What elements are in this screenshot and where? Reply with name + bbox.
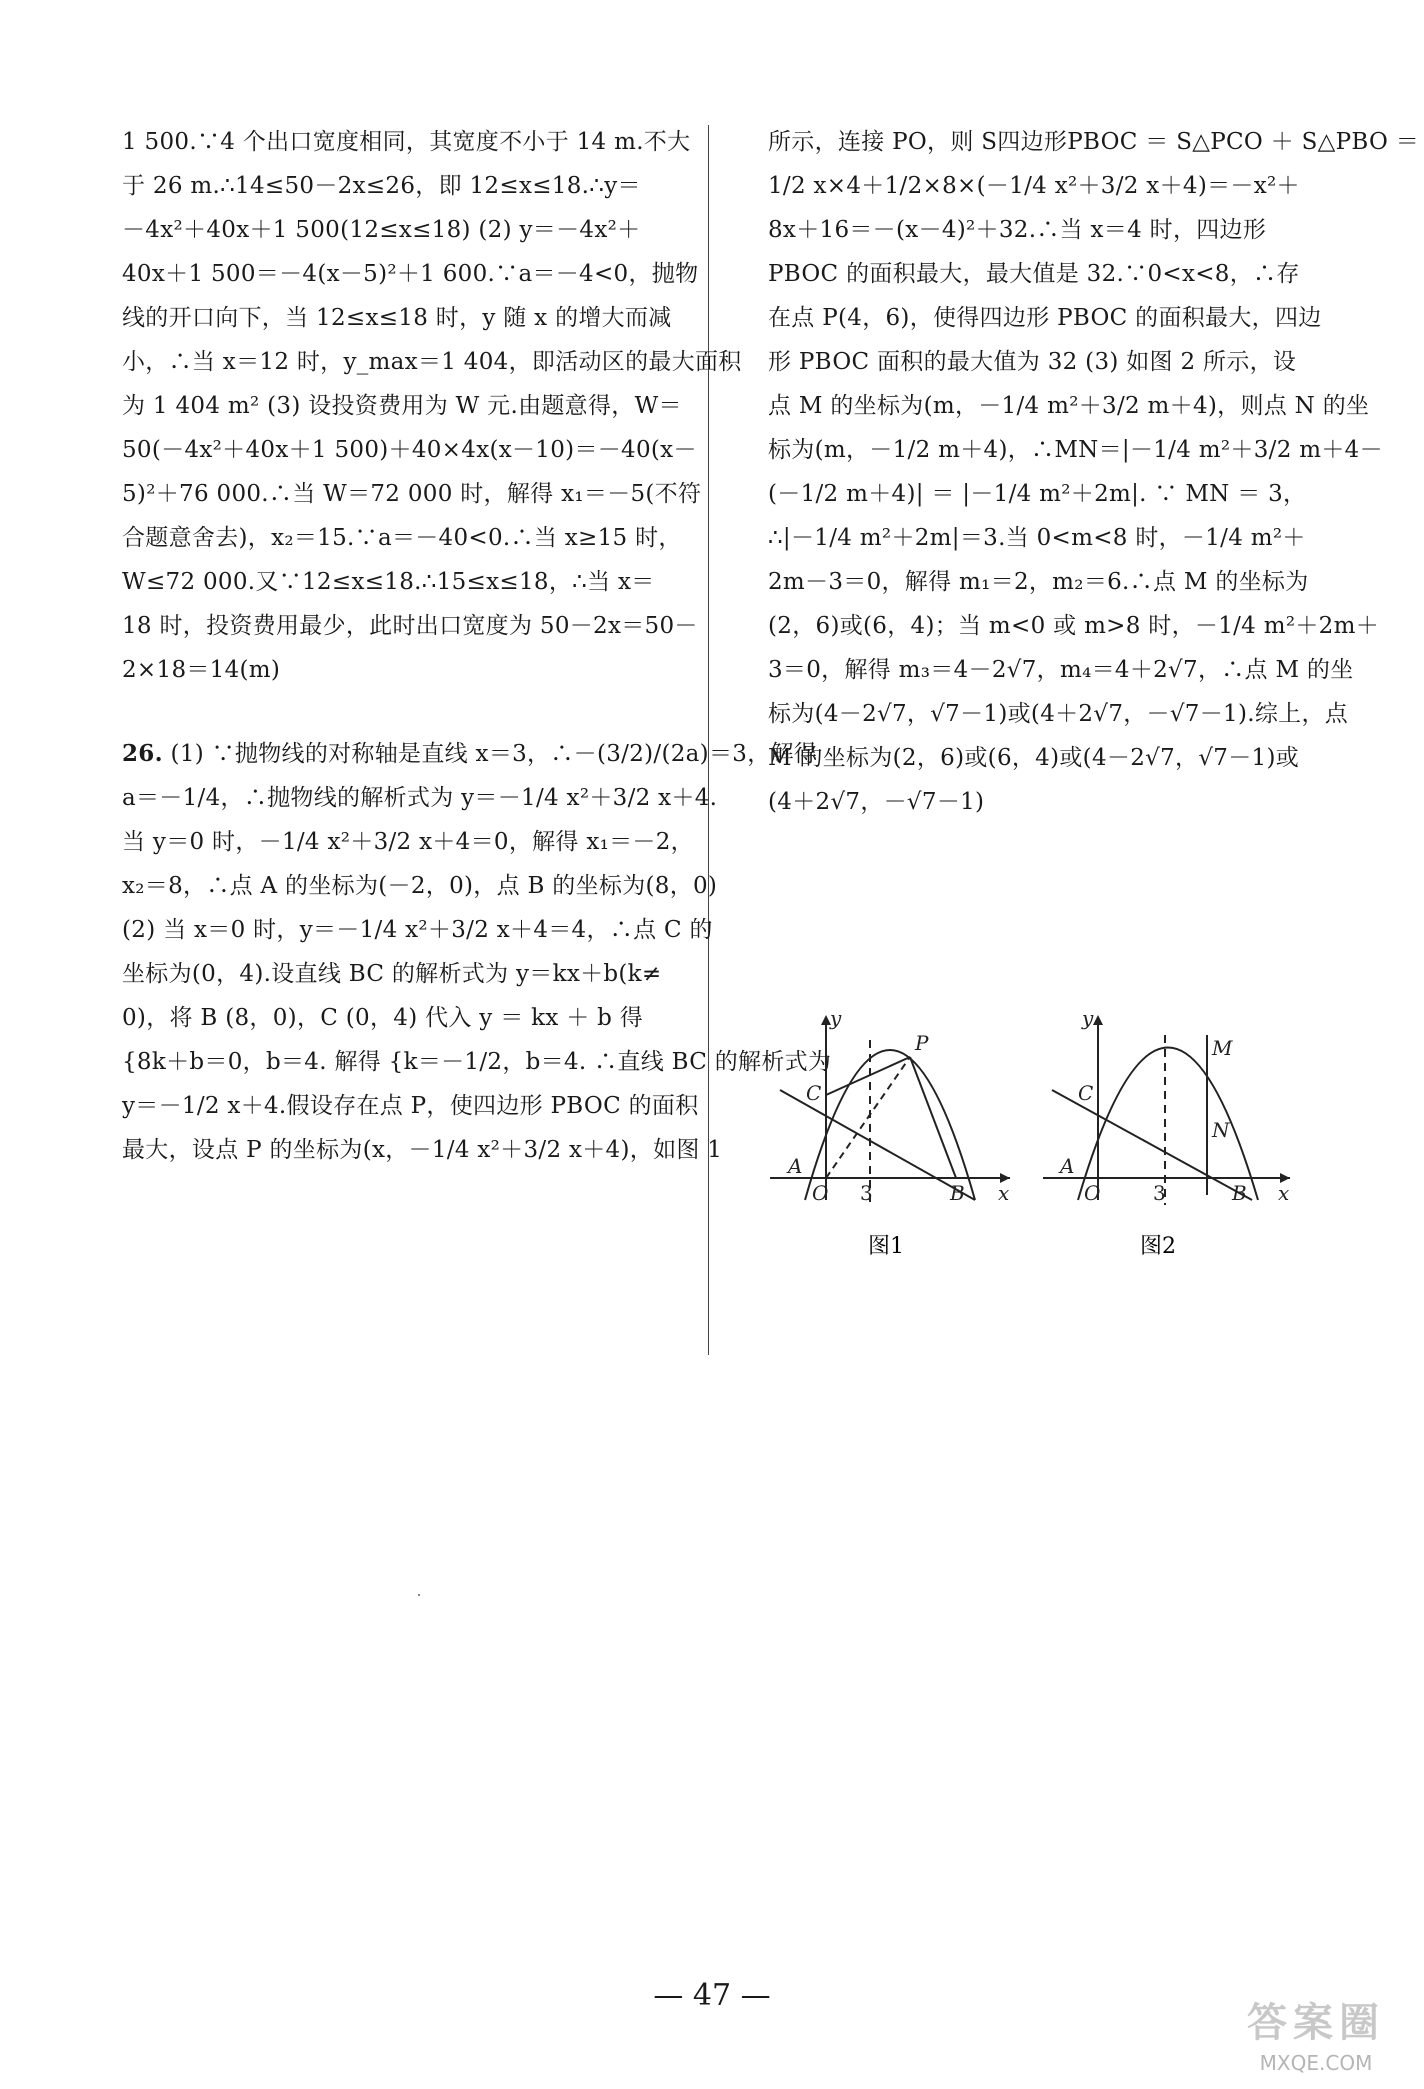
text-line: 最大，设点 P 的坐标为(x，－1/4 x²＋3/2 x＋4)，如图 1 [122,1137,723,1163]
text-line: W≤72 000.又∵12≤x≤18.∴15≤x≤18，∴当 x＝ [122,569,655,595]
label-o: O [1084,1181,1101,1205]
label-3: 3 [1153,1181,1166,1205]
label-c: C [1078,1081,1094,1105]
text-line: 形 PBOC 面积的最大值为 32 (3) 如图 2 所示，设 [768,349,1297,375]
label-x: x [1278,1181,1290,1205]
text-line: 合题意舍去)，x₂＝15.∵a＝－40<0.∴当 x≥15 时， [122,525,682,551]
problem-number: 26. [122,740,163,767]
text-line: (2，6)或(6，4)；当 m<0 或 m>8 时，－1/4 m²＋2m＋ [768,613,1379,639]
figures-area [760,995,1340,1275]
label-m: M [1212,1036,1233,1060]
figure-1 [770,1015,1010,1205]
right-column [768,120,1420,824]
text-line: 0)，将 B (8，0)，C (0，4) 代入 y ＝ kx ＋ b 得 [122,1005,644,1031]
text-line: ∴|－1/4 m²＋2m|＝3.当 0<m<8 时，－1/4 m²＋ [768,525,1306,551]
page-number: — 47 — [653,1978,771,2013]
label-y: y [1082,1006,1094,1030]
figure-1-labels [786,1006,1009,1205]
figures-svg [760,995,1340,1275]
text-line: 2×18＝14(m) [122,657,281,683]
text-line: x₂＝8，∴点 A 的坐标为(－2，0)，点 B 的坐标为(8，0) [122,873,718,899]
text-line: 当 y＝0 时，－1/4 x²＋3/2 x＋4＝0，解得 x₁＝－2， [122,829,694,855]
text-line: 40x＋1 500＝－4(x－5)²＋1 600.∵a＝－4<0，抛物 [122,261,699,287]
text-line: PBOC 的面积最大，最大值是 32.∵0<x<8，∴存 [768,261,1300,287]
label-a: A [788,1154,803,1178]
stray-dot [418,1594,420,1596]
label-b: B [1232,1181,1247,1205]
text-line: 为 1 404 m² (3) 设投资费用为 W 元.由题意得，W＝ [122,393,682,419]
text-line: 50(－4x²＋40x＋1 500)＋40×4x(x－10)＝－40(x－ [122,437,697,463]
figure-2 [1043,1015,1290,1205]
text-line: 标为(4－2√7，√7－1)或(4＋2√7，－√7－1).综上，点 [768,701,1349,727]
label-o: O [812,1181,829,1205]
label-3: 3 [860,1181,873,1205]
text-line: －4x²＋40x＋1 500(12≤x≤18) (2) y＝－4x²＋ [122,217,641,243]
label-c: C [806,1081,822,1105]
text-line: 坐标为(0，4).设直线 BC 的解析式为 y＝kx＋b(k≠ [122,961,662,987]
text-line: (2) 当 x＝0 时，y＝－1/4 x²＋3/2 x＋4＝4，∴点 C 的 [122,917,713,943]
text-line: 所示，连接 PO，则 S四边形PBOC ＝ S△PCO ＋ S△PBO ＝ [768,129,1420,155]
text-line: M 的坐标为(2，6)或(6，4)或(4－2√7，√7－1)或 [768,745,1300,771]
y-axis-arrow [1093,1015,1103,1025]
text-line: 1/2 x×4＋1/2×8×(－1/4 x²＋3/2 x＋4)＝－x²＋ [768,173,1300,199]
text-line: 在点 P(4，6)，使得四边形 PBOC 的面积最大，四边 [768,305,1322,331]
problem-26-first-line [122,732,818,776]
text-line: (－1/2 m＋4)| ＝ |－1/4 m²＋2m|. ∵ MN ＝ 3， [768,481,1307,507]
text-line: 小，∴当 x＝12 时，y_max＝1 404，即活动区的最大面积 [122,349,742,375]
text-line: 标为(m，－1/2 m＋4)，∴MN＝|－1/4 m²＋3/2 m＋4－ [768,437,1383,463]
label-n: N [1212,1118,1230,1142]
text-line: 1 500.∵4 个出口宽度相同，其宽度不小于 14 m.不大 [122,129,691,155]
text-line: y＝－1/2 x＋4.假设存在点 P，使四边形 PBOC 的面积 [122,1093,699,1119]
text-line: {8k＋b＝0，b＝4. 解得 {k＝－1/2，b＝4. ∴直线 BC 的解析式为 [122,1049,832,1075]
segment-pb [910,1057,956,1178]
figure-2-labels [1058,1006,1289,1205]
label-a: A [1060,1154,1075,1178]
text-line: a＝－1/4，∴抛物线的解析式为 y＝－1/4 x²＋3/2 x＋4. [122,785,718,811]
figure-2-caption: 图2 [1140,1234,1176,1259]
text-line: 8x＋16＝－(x－4)²＋32.∴当 x＝4 时，四边形 [768,217,1267,243]
watermark [1226,1991,1406,2075]
text-line: 2m－3＝0，解得 m₁＝2，m₂＝6.∴点 M 的坐标为 [768,569,1309,595]
text-line: 3＝0，解得 m₃＝4－2√7，m₄＝4＋2√7，∴点 M 的坐 [768,657,1354,683]
text-line: 线的开口向下，当 12≤x≤18 时，y 随 x 的增大而减 [122,305,672,331]
figure-1-caption: 图1 [868,1234,904,1259]
watermark-logo-text: 答案圈 [1247,2000,1385,2046]
label-x: x [998,1181,1010,1205]
paragraph-gap [122,692,722,732]
text-line: 5)²＋76 000.∴当 W＝72 000 时，解得 x₁＝－5(不符 [122,481,702,507]
label-p: P [915,1031,929,1055]
label-b: B [950,1181,965,1205]
text-line: 于 26 m.∴14≤50－2x≤26，即 12≤x≤18.∴y＝ [122,173,641,199]
left-column [122,120,832,1172]
label-y: y [830,1006,842,1030]
text-line: 18 时，投资费用最少，此时出口宽度为 50－2x＝50－ [122,613,698,639]
text-line: (4＋2√7，－√7－1) [768,789,985,815]
watermark-url: MXQE.COM [1259,2051,1373,2075]
text-segment: (1) ∵抛物线的对称轴是直线 x＝3，∴－(3/2)/(2a)＝3，解得 [170,741,818,767]
text-line: 点 M 的坐标为(m，－1/4 m²＋3/2 m＋4)，则点 N 的坐 [768,393,1370,419]
